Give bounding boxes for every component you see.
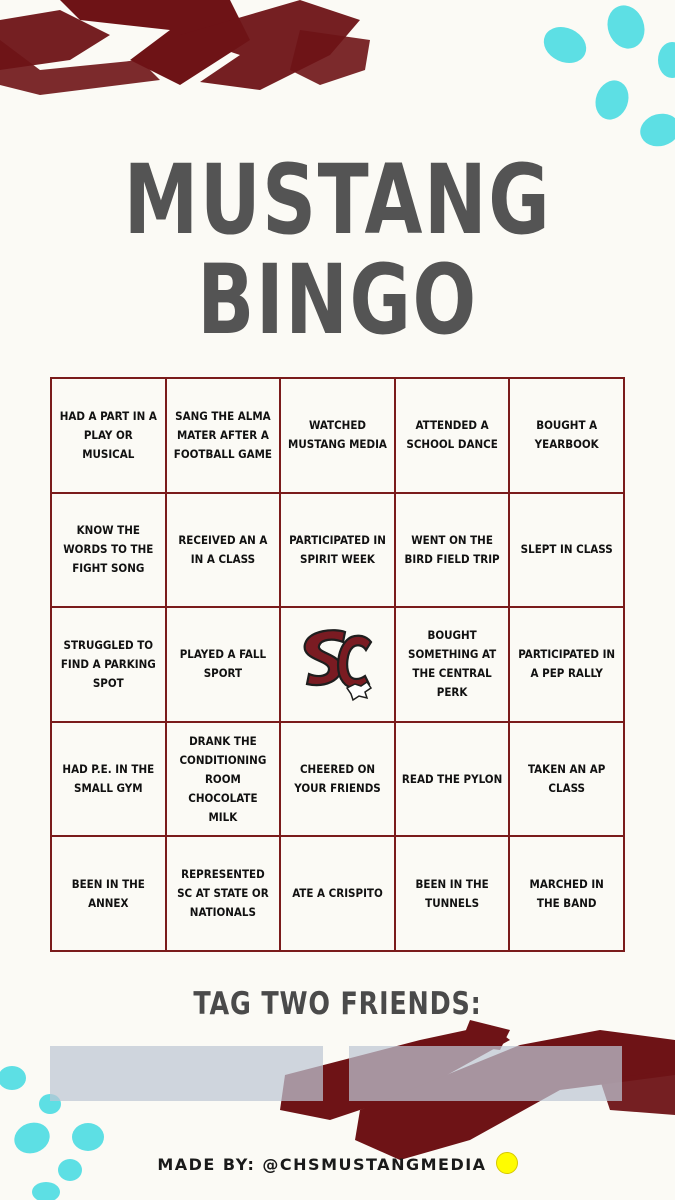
- bingo-cell-label: KNOW THE WORDS TO THE FIGHT SONG: [63, 523, 154, 576]
- title-line-bingo: BINGO: [197, 244, 478, 356]
- turquoise-dots-top: [538, 0, 675, 150]
- bingo-cell[interactable]: [395, 378, 510, 493]
- bingo-cell-label: BOUGHT SOMETHING AT THE CENTRAL PERK: [408, 628, 497, 700]
- bingo-cell[interactable]: [51, 378, 166, 493]
- bingo-cell-label: PLAYED A FALL SPORT: [179, 647, 267, 681]
- bingo-cell-label: BEEN IN THE ANNEX: [71, 876, 145, 910]
- bingo-cell[interactable]: [166, 378, 281, 493]
- bingo-cell-label: DRANK THE CONDITIONING ROOM CHOCOLATE MILK: [179, 733, 267, 824]
- bingo-cell[interactable]: [395, 493, 510, 608]
- bingo-cell-label: SANG THE ALMA MATER AFTER A FOOTBALL GAME: [173, 408, 273, 461]
- bingo-board: [50, 377, 625, 952]
- tag-friend-box-1[interactable]: [50, 1046, 323, 1101]
- bingo-cell[interactable]: [166, 493, 281, 608]
- bingo-cell-label: REPRESENTED SC AT STATE OR NATIONALS: [177, 867, 269, 920]
- bingo-cell[interactable]: [51, 722, 166, 837]
- maroon-brush-stroke-top: [0, 0, 370, 95]
- bingo-cell[interactable]: [509, 722, 624, 837]
- bingo-cell[interactable]: [280, 493, 395, 608]
- bingo-cell[interactable]: [166, 722, 281, 837]
- bingo-cell[interactable]: [509, 378, 624, 493]
- title-line-mustang: MUSTANG: [123, 144, 552, 256]
- bingo-cell[interactable]: [51, 836, 166, 951]
- bingo-cell-label: HAD A PART IN A PLAY OR MUSICAL: [59, 408, 157, 461]
- sc-mustang-logo-icon: [295, 622, 379, 706]
- bingo-cell[interactable]: [395, 722, 510, 837]
- bingo-cell[interactable]: [395, 836, 510, 951]
- bingo-cell[interactable]: [166, 607, 281, 722]
- bingo-cell-label: TAKEN AN AP CLASS: [528, 762, 606, 796]
- bingo-cell[interactable]: [280, 836, 395, 951]
- bingo-cell-label: MARCHED IN THE BAND: [529, 876, 604, 910]
- bingo-cell[interactable]: [509, 607, 624, 722]
- made-by-credit: [0, 1152, 675, 1174]
- bingo-cell-label: RECEIVED AN A IN A CLASS: [178, 532, 268, 566]
- bingo-cell[interactable]: [51, 607, 166, 722]
- bingo-cell-label: WENT ON THE BIRD FIELD TRIP: [404, 532, 500, 566]
- bingo-cell-label: HAD P.E. IN THE SMALL GYM: [62, 762, 155, 796]
- bingo-cell[interactable]: [395, 607, 510, 722]
- bingo-cell-label: PARTICIPATED IN SPIRIT WEEK: [289, 532, 386, 566]
- bingo-cell-label: BOUGHT A YEARBOOK: [534, 418, 599, 452]
- tag-friends-heading: TAG TWO FRIENDS:: [193, 986, 482, 1022]
- bingo-cell-label: ATTENDED A SCHOOL DANCE: [406, 418, 498, 452]
- bingo-cell[interactable]: [509, 493, 624, 608]
- made-by-text: MADE BY: @CHSMUSTANGMEDIA: [157, 1155, 487, 1174]
- bingo-cell[interactable]: [509, 836, 624, 951]
- bingo-cell-label: STRUGGLED TO FIND A PARKING SPOT: [60, 637, 156, 690]
- bingo-cell-label: SLEPT IN CLASS: [520, 542, 613, 557]
- bingo-cell[interactable]: [280, 378, 395, 493]
- bingo-cell[interactable]: [280, 722, 395, 837]
- bingo-free-space[interactable]: [280, 607, 395, 722]
- bingo-cell-label: PARTICIPATED IN A PEP RALLY: [518, 647, 616, 681]
- bingo-cell[interactable]: [51, 493, 166, 608]
- bingo-cell-label: BEEN IN THE TUNNELS: [415, 876, 489, 910]
- bingo-cell-label: READ THE PYLON: [401, 771, 503, 786]
- tag-friend-box-2[interactable]: [349, 1046, 622, 1101]
- bingo-cell[interactable]: [166, 836, 281, 951]
- bingo-cell-label: WATCHED MUSTANG MEDIA: [288, 418, 387, 452]
- snapchat-icon: [496, 1152, 518, 1174]
- bingo-cell-label: CHEERED ON YOUR FRIENDS: [294, 762, 381, 796]
- bingo-cell-label: ATE A CRISPITO: [292, 886, 383, 901]
